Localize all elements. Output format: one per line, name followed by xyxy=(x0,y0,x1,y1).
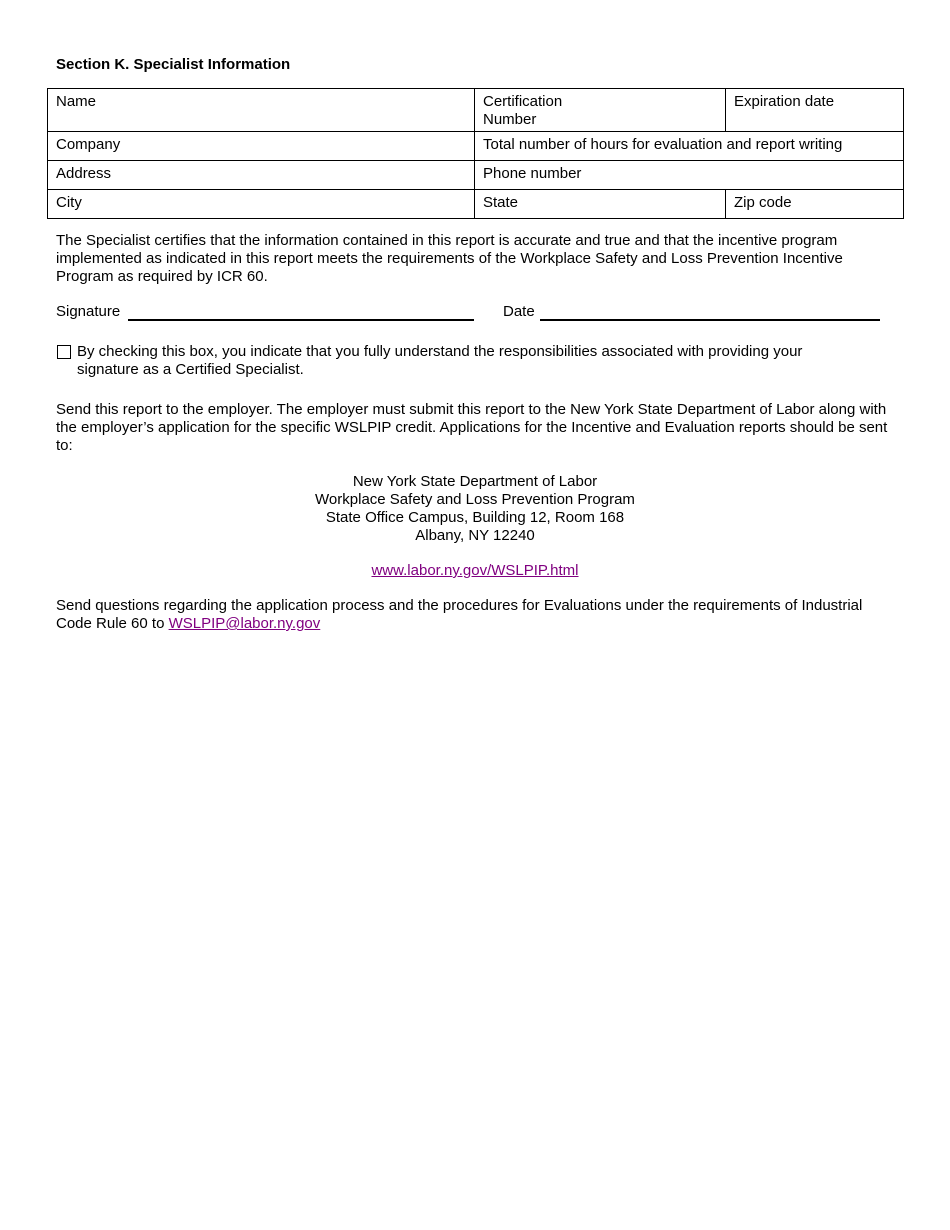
certification-label-line2: Number xyxy=(483,111,537,128)
expiration-date-field[interactable] xyxy=(726,89,904,132)
expiration-label: Expiration date xyxy=(734,93,835,110)
address-line-1: New York State Department of Labor xyxy=(352,473,598,490)
email-link[interactable]: WSLPIP@labor.ny.gov xyxy=(168,615,321,632)
company-label: Company xyxy=(56,136,121,153)
name-label: Name xyxy=(56,93,97,110)
certification-number-field[interactable] xyxy=(475,89,726,132)
date-label: Date xyxy=(503,303,535,320)
name-field[interactable] xyxy=(48,89,475,132)
acknowledgement-checkbox[interactable] xyxy=(57,345,71,359)
zip-code-field[interactable] xyxy=(726,190,904,219)
table-row xyxy=(48,161,904,190)
company-field[interactable] xyxy=(48,132,475,161)
website-row xyxy=(175,562,775,580)
hours-label: Total number of hours for evaluation and report writing xyxy=(483,136,843,153)
table-row xyxy=(48,190,904,219)
acknowledgement-text: By checking this box, you indicate that you fully understand the responsibilities associated with providing your signature as a Certified Specialist. xyxy=(77,343,803,378)
city-field[interactable] xyxy=(48,190,475,219)
specialist-info-table xyxy=(47,88,904,219)
hours-field[interactable] xyxy=(475,132,904,161)
phone-number-field[interactable] xyxy=(475,161,904,190)
address-line-4: Albany, NY 12240 xyxy=(415,527,535,544)
address-line-3: State Office Campus, Building 12, Room 168 xyxy=(325,509,625,526)
questions-paragraph xyxy=(56,597,901,633)
city-label: City xyxy=(56,194,82,211)
send-instructions: Send this report to the employer. The employer must submit this report to the New York State Department of Labor along with the employer’s application for the specific WSLPIP credit. Applications for the Incentive and Evaluation reports should be sent to: xyxy=(56,401,888,454)
website-link[interactable]: www.labor.ny.gov/WSLPIP.html xyxy=(371,562,579,579)
table-row xyxy=(48,132,904,161)
mailing-address xyxy=(175,473,775,545)
zip-label: Zip code xyxy=(734,194,792,211)
certification-statement: The Specialist certifies that the information contained in this report is accurate and true and that the incentive program implemented as indicated in this report meets the requirements of the Workplace Safety and Loss Prevention Incentive Program as required by ICR 60. xyxy=(56,232,843,285)
signature-line[interactable] xyxy=(128,319,474,321)
table-row xyxy=(48,89,904,132)
address-line-2: Workplace Safety and Loss Prevention Program xyxy=(315,491,635,508)
state-label: State xyxy=(483,194,519,211)
section-title: Section K. Specialist Information xyxy=(56,56,291,73)
date-line[interactable] xyxy=(540,319,880,321)
phone-label: Phone number xyxy=(483,165,582,182)
certification-label-line1: Certification xyxy=(483,93,563,110)
signature-label: Signature xyxy=(56,303,121,320)
signature-row xyxy=(56,303,886,323)
address-field[interactable] xyxy=(48,161,475,190)
questions-text: Send questions regarding the application process and the procedures for Evaluations under the requirements of Industrial Code Rule 60 to xyxy=(56,597,863,632)
state-field[interactable] xyxy=(475,190,726,219)
address-label: Address xyxy=(56,165,112,182)
